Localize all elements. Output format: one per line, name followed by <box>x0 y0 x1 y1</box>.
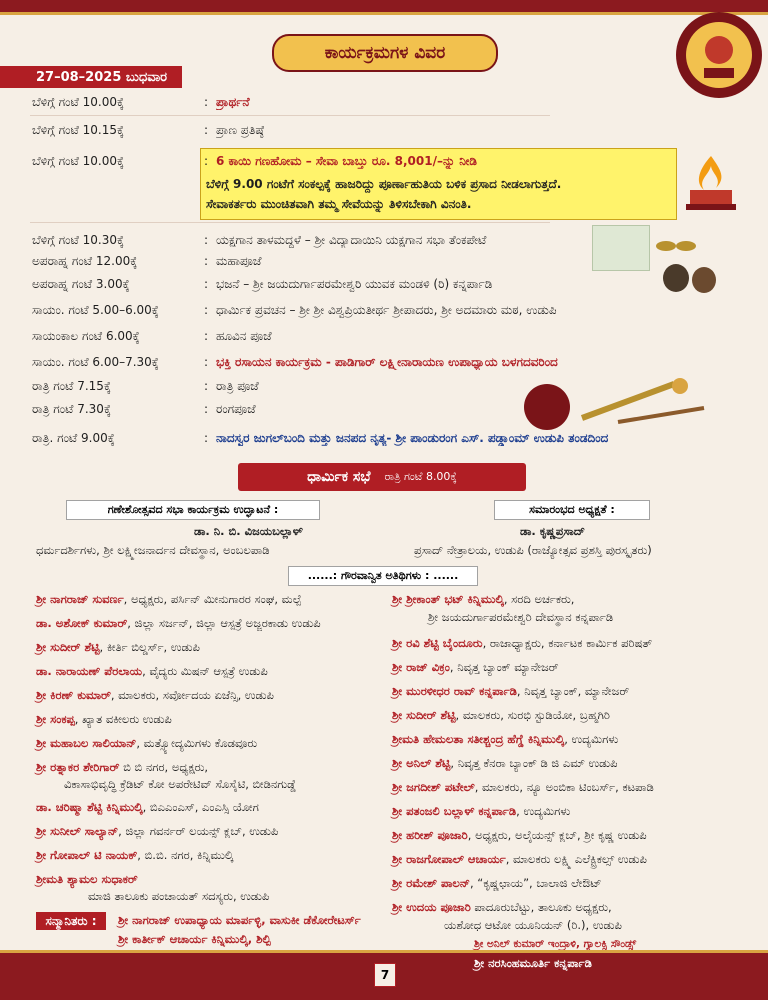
guest-item: ಶ್ರೀ ರಾಜ್ ವಿಕ್ರಂ, ನಿವೃತ್ತ ಬ್ಯಾಂಕ್ ಮ್ಯಾನೇಜರ್ <box>392 660 559 674</box>
guest-item: ಶ್ರೀ ಜಗದೀಶ್ ಪಟೇಲ್, ಮಾಲಕರು, ನ್ಯೂ ಅಂಬಿಕಾ ಟಿಂಬರ್ಸ್, ಕಟಪಾಡಿ <box>392 780 654 794</box>
inaugurator-detail: ಧರ್ಮದರ್ಶಿಗಳು, ಶ್ರೀ ಲಕ್ಷ್ಮೀಜನಾರ್ದನ ದೇವಸ್ಥಾನ, ಅಂಬಲಪಾಡಿ <box>36 543 270 557</box>
schedule-desc: ಯಕ್ಷಗಾನ ತಾಳಮದ್ದಳೆ – ಶ್ರೀ ವಿದ್ಯಾದಾಯಿನಿ ಯಕ್ಷಗಾನ ಸಭಾ ತೆಂಕಪೇಟೆ <box>216 232 487 247</box>
schedule-time: ಅಪರಾಹ್ನ ಗಂಟೆ 3.00ಕ್ಕೆ <box>32 276 130 291</box>
guest-item: ಶ್ರೀ ಪತಂಜಲಿ ಬಲ್ಲಾಳ್ ಕನ್ನರ್ಪಾಡಿ, ಉದ್ಯಮಿಗಳು <box>392 804 571 818</box>
guest-item: ವಿಕಾಸಾಭಿವೃದ್ಧಿ ಕ್ರೆಡಿಟ್ ಕೋ ಅಪರೇಟಿವ್ ಸೊಸೈಟಿ, ಬೀಡಿನಗುಡ್ಡೆ <box>64 777 297 791</box>
guest-item: ಶ್ರೀ ರಮೇಶ್ ಪಾಲನ್, “ಕೃಷ್ಣಛಾಯ”, ಬಾಲಾಜಿ ಲೇಔಟ್ <box>392 876 602 890</box>
schedule-desc: ರಾತ್ರಿ ಪೂಜೆ <box>216 378 259 393</box>
guest-item: ಶ್ರೀ ಹರೀಶ್ ಪೂಜಾರಿ, ಅಧ್ಯಕ್ಷರು, ಅಲೈಯನ್ಸ್ ಕ್ಲಬ್, ಶ್ರೀ ಕೃಷ್ಣ ಉಡುಪಿ <box>392 828 647 842</box>
sabha-banner <box>238 463 526 491</box>
guest-item: ಯಶೋಧ ಆಟೋ ಯೂನಿಯನ್ (ರಿ.), ಉಡುಪಿ <box>444 918 622 932</box>
guest-item: ಶ್ರೀ ಗೋಪಾಲ್ ಟಿ ನಾಯಕ್, ಬಿ.ಬಿ. ನಗರ, ಕಿನ್ನಿಮುಲ್ಕಿ <box>36 848 234 862</box>
honoree-item: ಶ್ರೀ ನರಸಿಂಹಮೂರ್ತಿ ಕನ್ನರ್ಪಾಡಿ <box>474 956 592 970</box>
inaugurator-name: ಡಾ. ನಿ. ಬಿ. ವಿಜಯಬಲ್ಲಾಳ್ <box>194 524 303 538</box>
guest-item: ಮಾಜಿ ತಾಲೂಕು ಪಂಚಾಯತ್ ಸದಸ್ಯರು, ಉಡುಪಿ <box>88 889 270 903</box>
schedule-desc: 6 ಕಾಯಿ ಗಣಹೋಮ – ಸೇವಾ ಬಾಬ್ತು ರೂ. 8,001/–ನ್ನು ನೀಡಿ <box>216 153 477 168</box>
schedule-row: ಬೆಳಿಗ್ಗೆ ಗಂಟೆ 10.00ಕ್ಕೆ : 6 ಕಾಯಿ ಗಣಹೋಮ – ಸೇವಾ ಬಾಬ್ತು ರೂ. 8,001/–ನ್ನು ನೀಡಿ <box>32 151 752 171</box>
schedule-desc: ನಾದಸ್ವರ ಜುಗಲ್‌ಬಂದಿ ಮತ್ತು ಜನಪದ ನೃತ್ಯ- ಶ್ರೀ ಪಾಂಡುರಂಗ ಎಸ್. ಪಡ್ಡಾಂಮ್ ಉಡುಪಿ ತಂಡದಿಂದ <box>216 430 609 445</box>
nadaswaram-icon <box>578 378 708 424</box>
guest-item: ಶ್ರೀಮತಿ ಶ್ಯಾಮಲ ಸುಧಾಕರ್ <box>36 872 138 886</box>
schedule-row: ಸಾಯಂ. ಗಂಟೆ 5.00–6.00ಕ್ಕೆ : ಧಾರ್ಮಿಕ ಪ್ರವಚನ – ಶ್ರೀ ಶ್ರೀ ವಿಶ್ವಪ್ರಿಯತೀರ್ಥ ಶ್ರೀಪಾದರು, ಶ್ರೀ ಅದಮಾರು ಮಠ, ಉಡುಪಿ <box>32 300 752 320</box>
divider <box>30 115 550 116</box>
schedule-row: ರಾತ್ರಿ ಗಂಟೆ 7.15ಕ್ಕೆ : ರಾತ್ರಿ ಪೂಜೆ <box>32 376 752 396</box>
guest-item: ಶ್ರೀ ಉದಯ ಪೂಜಾರಿ ಪಾದೂರುಬೆಟ್ಟು, ತಾಲೂಕು ಅಧ್ಯಕ್ಷರು, <box>392 900 612 914</box>
schedule-time: ರಾತ್ರಿ. ಗಂಟೆ 9.00ಕ್ಕೆ <box>32 430 115 445</box>
guest-item: ಶ್ರೀ ಮಹಾಬಲ ಸಾಲಿಯಾನ್, ಮತ್ಸ್ಯೋದ್ಯಮಿಗಳು ಕೊಡವೂರು <box>36 736 258 750</box>
guest-item: ಶ್ರೀ ನಾಗರಾಜ್ ಸುವರ್ಣ, ಅಧ್ಯಕ್ಷರು, ಪರ್ಸಿನ್ ಮೀನುಗಾರರ ಸಂಘ, ಮಲ್ಪೆ <box>36 592 302 606</box>
schedule-row: ಬೆಳಿಗ್ಗೆ ಗಂಟೆ 10.00ಕ್ಕೆ : ಪ್ರಾರ್ಥನೆ <box>32 92 752 112</box>
tabla-icon <box>660 260 720 296</box>
schedule-desc: ಧಾರ್ಮಿಕ ಪ್ರವಚನ – ಶ್ರೀ ಶ್ರೀ ವಿಶ್ವಪ್ರಿಯತೀರ್ಥ ಶ್ರೀಪಾದರು, ಶ್ರೀ ಅದಮಾರು ಮಠ, ಉಡುಪಿ <box>216 302 557 317</box>
guest-item: ಶ್ರೀ ಅನಿಲ್ ಶೆಟ್ಟಿ, ನಿವೃತ್ತ ಕೆನರಾ ಬ್ಯಾಂಕ್ ಡಿ ಜಿ ಎಮ್ ಉಡುಪಿ <box>392 756 618 770</box>
top-border-stripe <box>0 12 768 15</box>
page-number: 7 <box>374 963 396 987</box>
schedule-row: ರಾತ್ರಿ. ಗಂಟೆ 9.00ಕ್ಕೆ : ನಾದಸ್ವರ ಜುಗಲ್‌ಬಂದಿ ಮತ್ತು ಜನಪದ ನೃತ್ಯ- ಶ್ರೀ ಪಾಂಡುರಂಗ ಎಸ್. ಪಡ್ಡಾಂಮ್ ಉಡುಪಿ ತಂಡದಿಂದ <box>32 428 752 448</box>
schedule-desc: ಭಕ್ತಿ ರಸಾಯನ ಕಾರ್ಯಕ್ರಮ - ಪಾಡಿಗಾರ್ ಲಕ್ಷ್ಮೀನಾರಾಯಣ ಉಪಾಧ್ಯಾಯ ಬಳಗದವರಿಂದ <box>216 354 558 369</box>
guest-item: ಶ್ರೀ ರವಿ ಶೆಟ್ಟಿ ಬೈಂದೂರು, ರಾಜಾಧ್ಯಾಕ್ಷರು, ಕರ್ನಾಟಕ ಕಾರ್ಮಿಕ ಪರಿಷತ್ <box>392 636 653 650</box>
schedule-desc: ರಂಗಪೂಜೆ <box>216 401 256 416</box>
schedule-desc: ಭಜನೆ – ಶ್ರೀ ಜಯದುರ್ಗಾಪರಮೇಶ್ವರಿ ಯುವಕ ಮಂಡಳಿ (ರಿ) ಕನ್ನರ್ಪಾಡಿ <box>216 276 493 291</box>
ganesha-emblem-icon <box>676 12 762 98</box>
top-border <box>0 0 768 12</box>
schedule-time: ರಾತ್ರಿ ಗಂಟೆ 7.30ಕ್ಕೆ <box>32 401 111 416</box>
divider <box>30 222 550 223</box>
guest-item: ಶ್ರೀ ಕಿರಣ್ ಕುಮಾರ್, ಮಾಲಕರು, ಸರ್ವೋದಯ ಏಜೆನ್ಸಿ, ಉಡುಪಿ <box>36 688 274 702</box>
schedule-time: ರಾತ್ರಿ ಗಂಟೆ 7.15ಕ್ಕೆ <box>32 378 111 393</box>
honoree-item: ಶ್ರೀ ಅನಿಲ್ ಕುಮಾರ್ ಇಂದ್ರಾಳಿ, ಗ್ಯಾಲಕ್ಸಿ ಸೌಂಡ್ಸ್ <box>474 938 637 950</box>
sabha-time: ರಾತ್ರಿ ಗಂಟೆ 8.00ಕ್ಕೆ <box>384 470 457 483</box>
guest-item: ಶ್ರೀ ಸುದೀರ್ ಶೆಟ್ಟಿ, ಕೀರ್ತಿ ಬಿಲ್ಡರ್ಸ್, ಉಡುಪಿ <box>36 640 200 654</box>
guest-item: ಶ್ರೀ ಮುರಳೀಧರ ರಾವ್ ಕನ್ನರ್ಪಾಡಿ, ನಿವೃತ್ತ ಬ್ಯಾಂಕ್, ಮ್ಯಾನೇಜರ್ <box>392 684 630 698</box>
schedule-row: ರಾತ್ರಿ ಗಂಟೆ 7.30ಕ್ಕೆ : ರಂಗಪೂಜೆ <box>32 399 752 419</box>
guest-item: ಶ್ರೀ ಶ್ರೀಕಾಂತ್ ಭಟ್ ಕಿನ್ನಿಮುಲ್ಕಿ, ಸರದಿ ಅರ್ಚಕರು, <box>392 592 575 606</box>
guest-item: ಶ್ರೀಮತಿ ಹೇಮಲತಾ ಸತೀಶ್ಚಂದ್ರ ಹೆಗ್ಡೆ ಕಿನ್ನಿಮುಲ್ಕಿ, ಉದ್ಯಮಿಗಳು <box>392 732 619 746</box>
homa-note: ಸೇವಾಕರ್ತರು ಮುಂಚಿತವಾಗಿ ತಮ್ಮ ಸೇವೆಯನ್ನು ತಿಳಿಸಬೇಕಾಗಿ ವಿನಂತಿ. <box>206 197 472 211</box>
president-detail: ಪ್ರಸಾದ್ ನೇತ್ರಾಲಯ, ಉಡುಪಿ (ರಾಜ್ಯೋತ್ಸವ ಪ್ರಶಸ್ತಿ ಪುರಸ್ಕೃತರು) <box>414 543 652 557</box>
homa-note: ಬೆಳಿಗ್ಗೆ 9.00 ಗಂಟೆಗೆ ಸಂಕಲ್ಪಕ್ಕೆ ಹಾಜರಿದ್ದು ಪೂರ್ಣಾಹುತಿಯ ಬಳಿಕ ಪ್ರಸಾದ ನೀಡಲಾಗುತ್ತದೆ. <box>206 177 562 191</box>
schedule-time: ಬೆಳಿಗ್ಗೆ ಗಂಟೆ 10.30ಕ್ಕೆ <box>32 232 125 247</box>
president-label: ಸಮಾರಂಭದ ಅಧ್ಯಕ್ಷತೆ : <box>494 500 650 520</box>
schedule-row: ಸಾಯಂಕಾಲ ಗಂಟೆ 6.00ಕ್ಕೆ : ಹೂವಿನ ಪೂಜೆ <box>32 326 752 346</box>
schedule-desc: ಮಹಾಪೂಜೆ <box>216 253 262 268</box>
schedule-desc: ಹೂವಿನ ಪೂಜೆ <box>216 328 272 343</box>
inaugurator-label: ಗಣೇಶೋತ್ಸವದ ಸಭಾ ಕಾರ್ಯಕ್ರಮ ಉದ್ಘಾಟನೆ : <box>66 500 320 520</box>
guest-item: ಶ್ರೀ ರಾಜಗೋಪಾಲ್ ಆಚಾರ್ಯ, ಮಾಲಕರು ಲಕ್ಷ್ಮಿ ಎಲೆಕ್ಟ್ರಿಕಲ್ಸ್ ಉಡುಪಿ <box>392 852 647 866</box>
honorees-label: ಸನ್ಮಾನಿತರು : <box>36 912 106 930</box>
president-name: ಡಾ. ಕೃಷ್ಣಪ್ರಸಾದ್ <box>520 524 585 538</box>
guest-item: ಶ್ರೀ ಸುನೀಲ್ ಸಾಲ್ಯಾನ್, ಜಿಲ್ಲಾ ಗವರ್ನರ್ ಲಯನ್ಸ್ ಕ್ಲಬ್, ಉಡುಪಿ <box>36 824 279 838</box>
guest-item: ಶ್ರೀ ಸಂಕಪ್ಪ, ಖ್ಯಾತ ವಕೀಲರು ಉಡುಪಿ <box>36 712 172 726</box>
honoree-item: ಶ್ರೀ ನಾಗರಾಜ್ ಉಪಾಧ್ಯಾಯ ಮಾರ್ಪಳ್ಳಿ, ವಾಸುಕೀ ಡೆಕೋರೇಟರ್ಸ್ <box>118 913 361 927</box>
schedule-time: ಅಪರಾಹ್ನ ಗಂಟೆ 12.00ಕ್ಕೆ <box>32 253 138 268</box>
honoree-item: ಶ್ರೀ ಕಾರ್ತೀಕ್ ಆಚಾರ್ಯ ಕಿನ್ನಿಮುಲ್ಕಿ, ಶಿಲ್ಪಿ <box>118 932 271 946</box>
schedule-time: ಸಾಯಂ. ಗಂಟೆ 5.00–6.00ಕ್ಕೆ <box>32 302 159 317</box>
guest-item: ಡಾ. ಅಶೋಕ್ ಕುಮಾರ್, ಜಿಲ್ಲಾ ಸರ್ಜನ್, ಜಿಲ್ಲಾ ಆಸ್ಪತ್ರೆ ಅಜ್ಜರಕಾಡು ಉಡುಪಿ <box>36 616 321 630</box>
footer-stripe <box>0 950 768 953</box>
guest-item: ಶ್ರೀ ಸುದೀರ್ ಶೆಟ್ಟಿ, ಮಾಲಕರು, ಸುರಭಿ ಸ್ಟುಡಿಯೋ, ಬ್ರಹ್ಮಗಿರಿ <box>392 708 610 722</box>
performer-photo-icon <box>524 384 570 430</box>
guest-item: ಶ್ರೀ ರತ್ನಾಕರ ಶೇರಿಗಾರ್ ಬಿ ಬಿ ನಗರ, ಅಧ್ಯಕ್ಷರು, <box>36 760 209 774</box>
sabha-title: ಧಾರ್ಮಿಕ ಸಭೆ <box>307 469 371 485</box>
schedule-row: ಅಪರಾಹ್ನ ಗಂಟೆ 3.00ಕ್ಕೆ : ಭಜನೆ – ಶ್ರೀ ಜಯದುರ್ಗಾಪರಮೇಶ್ವರಿ ಯುವಕ ಮಂಡಳಿ (ರಿ) ಕನ್ನರ್ಪಾಡಿ <box>32 274 752 294</box>
schedule-row: ಬೆಳಿಗ್ಗೆ ಗಂಟೆ 10.15ಕ್ಕೆ : ಪ್ರಾಣ ಪ್ರತಿಷ್ಠೆ <box>32 120 752 140</box>
schedule-time: ಸಾಯಂ. ಗಂಟೆ 6.00–7.30ಕ್ಕೆ <box>32 354 159 369</box>
schedule-time: ಬೆಳಿಗ್ಗೆ ಗಂಟೆ 10.00ಕ್ಕೆ <box>32 94 125 109</box>
schedule-row: ಸಾಯಂ. ಗಂಟೆ 6.00–7.30ಕ್ಕೆ : ಭಕ್ತಿ ರಸಾಯನ ಕಾರ್ಯಕ್ರಮ - ಪಾಡಿಗಾರ್ ಲಕ್ಷ್ಮೀನಾರಾಯಣ ಉಪಾಧ್ಯಾಯ ಬಳಗದವರಿಂದ <box>32 352 752 372</box>
date-tag: 27–08–2025 ಬುಧವಾರ <box>0 66 182 88</box>
guest-item: ಡಾ. ಚರಿಷ್ಮಾ ಶೆಟ್ಟಿ ಕಿನ್ನಿಮುಲ್ಕಿ, ಬಿಎಎಂಎಸ್, ಎಂಎಸ್ಸಿ ಯೋಗ <box>36 800 259 814</box>
yakshagana-photo-icon <box>592 225 650 271</box>
page-title: ಕಾರ್ಯಕ್ರಮಗಳ ವಿವರ <box>272 34 498 72</box>
schedule-time: ಬೆಳಿಗ್ಗೆ ಗಂಟೆ 10.00ಕ್ಕೆ <box>32 153 125 168</box>
guest-item: ಶ್ರೀ ಜಯದುರ್ಗಾಪರಮೇಶ್ವರಿ ದೇವಸ್ಥಾನ ಕನ್ನರ್ಪಾಡಿ <box>428 610 614 624</box>
schedule-desc: ಪ್ರಾಣ ಪ್ರತಿಷ್ಠೆ <box>216 122 264 137</box>
schedule-desc: ಪ್ರಾರ್ಥನೆ <box>216 94 250 109</box>
cymbals-icon <box>654 228 698 258</box>
guest-item: ಡಾ. ನಾರಾಯಣ್ ಪೆರಲಾಯ, ವೈದ್ಯರು ಮಿಷನ್ ಆಸ್ಪತ್ರೆ ಉಡುಪಿ <box>36 664 268 678</box>
schedule-row: ಅಪರಾಹ್ನ ಗಂಟೆ 12.00ಕ್ಕೆ : ಮಹಾಪೂಜೆ <box>32 251 752 271</box>
schedule-row: ಬೆಳಿಗ್ಗೆ ಗಂಟೆ 10.30ಕ್ಕೆ : ಯಕ್ಷಗಾನ ತಾಳಮದ್ದಳೆ – ಶ್ರೀ ವಿದ್ಯಾದಾಯಿನಿ ಯಕ್ಷಗಾನ ಸಭಾ ತೆಂಕಪೇಟೆ <box>32 230 752 250</box>
schedule-time: ಸಾಯಂಕಾಲ ಗಂಟೆ 6.00ಕ್ಕೆ <box>32 328 140 343</box>
homa-fire-icon <box>676 148 746 218</box>
schedule-time: ಬೆಳಿಗ್ಗೆ ಗಂಟೆ 10.15ಕ್ಕೆ <box>32 122 125 137</box>
guests-label: ......: ಗೌರವಾನ್ವಿತ ಅತಿಥಿಗಳು : ...... <box>288 566 478 586</box>
